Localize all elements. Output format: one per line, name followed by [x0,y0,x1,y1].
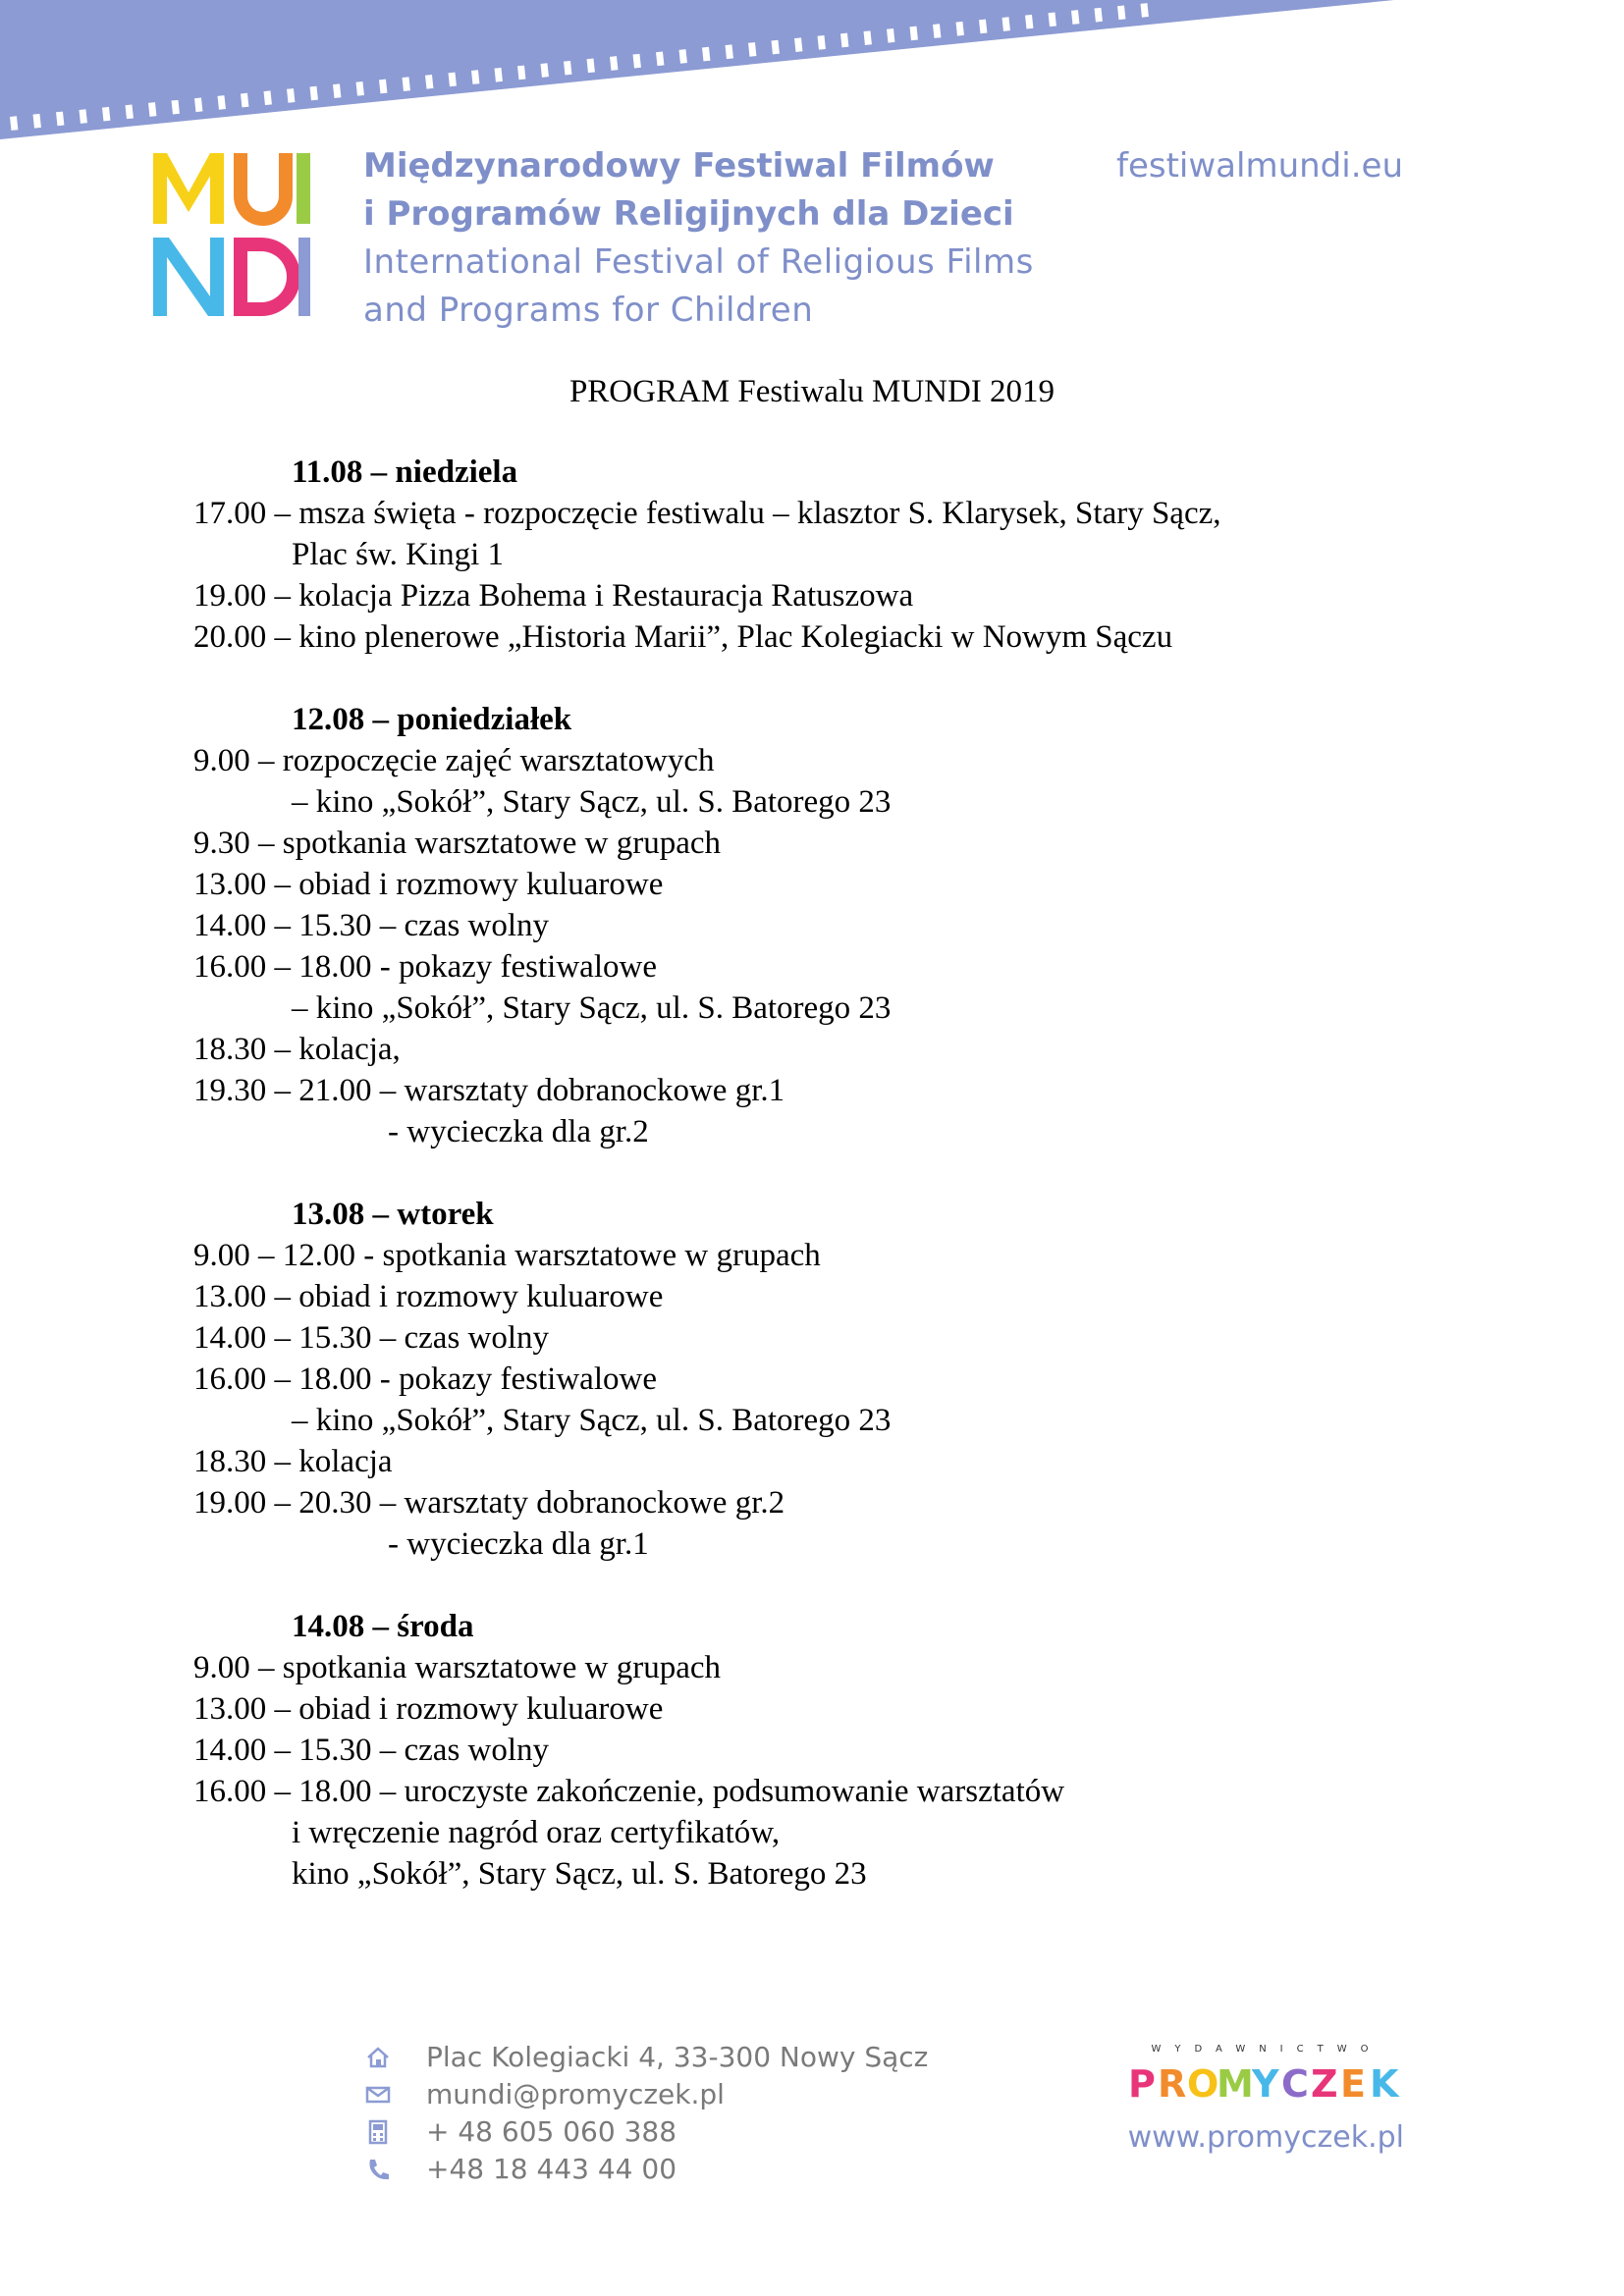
film-perforation [610,56,618,71]
schedule-line: 19.00 – kolacja Pizza Bohema i Restauracja Ratuszowa [193,578,914,614]
address-text: Plac Kolegiacki 4, 33-300 Nowy Sącz [426,2041,929,2073]
schedule-line: 16.00 – 18.00 - pokazy festiwalowe [193,949,657,985]
schedule-line: 20.00 – kino plenerowe „Historia Marii”, Plac Kolegiacki w Nowym Sączu [193,619,1173,655]
film-perforation [241,93,248,108]
logo-letter: Y [1252,2062,1279,2106]
schedule-line: 14.00 – 15.30 – czas wolny [193,1320,550,1356]
film-perforation [310,86,318,101]
festival-name-en-2: and Programs for Children [363,291,814,330]
schedule-line: – kino „Sokół”, Stary Sącz, ul. S. Batorego 23 [292,784,892,820]
schedule-line: 19.00 – 20.30 – warsztaty dobranockowe gr.2 [193,1485,785,1521]
film-perforation [471,70,479,84]
schedule-line: 18.30 – kolacja, [193,1032,401,1067]
day-title: 14.08 – środa [292,1609,474,1644]
schedule-line: – kino „Sokół”, Stary Sącz, ul. S. Batorego 23 [292,1403,892,1438]
schedule-line: 19.30 – 21.00 – warsztaty dobranockowe gr.1 [193,1073,785,1108]
film-perforation [1025,15,1033,29]
day-title: 12.08 – poniedziałek [292,702,572,737]
film-perforation [864,30,872,45]
film-perforation [172,100,180,115]
festival-name-pl-2: i Programów Religijnych dla Dzieci [363,194,1014,234]
film-perforation [933,24,941,38]
film-perforation [126,105,134,120]
film-perforation [218,95,226,110]
film-perforation [587,59,595,74]
film-perforation [333,83,341,98]
film-perforation [264,90,272,105]
phone-icon [363,2155,393,2184]
film-perforation [194,97,202,112]
schedule-line: 9.00 – spotkania warsztatowe w grupach [193,1650,722,1685]
festival-name [363,142,1034,335]
logo-letter: R [1158,2062,1187,2106]
schedule-line: 13.00 – obiad i rozmowy kuluarowe [193,867,664,902]
film-perforation [748,42,756,57]
schedule-line: 18.30 – kolacja [193,1444,393,1479]
contact-phone [363,2151,928,2188]
contact-email [363,2076,928,2113]
logo-letter: C [1281,2062,1309,2106]
film-perforation [1141,3,1149,18]
home-icon [363,2043,393,2072]
film-perforation [449,73,457,87]
schedule-line: – kino „Sokół”, Stary Sącz, ul. S. Batorego 23 [292,990,892,1026]
film-perforation [287,88,295,103]
day-title: 13.08 – wtorek [292,1197,494,1232]
film-perforation [979,20,987,34]
film-perforation [679,49,687,64]
film-perforation [102,107,110,122]
film-perforation [403,77,410,91]
film-perforation [10,116,18,131]
phone-number: +48 18 443 44 00 [426,2153,677,2185]
film-perforation [148,102,156,117]
schedule-line: 14.00 – 15.30 – czas wolny [193,1733,550,1768]
film-perforation [379,80,387,94]
logo-letter: K [1370,2062,1399,2106]
film-perforation [1095,8,1103,23]
logo-letter: M [1217,2062,1254,2106]
schedule-line: Plac św. Kingi 1 [292,537,505,572]
film-perforation [633,54,641,69]
schedule-line: 9.00 – 12.00 - spotkania warsztatowe w grupach [193,1238,821,1273]
email-link[interactable]: mundi@promyczek.pl [426,2078,725,2110]
film-perforation [1049,13,1056,27]
promyczek-logo [1124,2056,1409,2107]
schedule-line: 9.00 – rozpoczęcie zajęć warsztatowych [193,743,715,778]
film-perforation [794,37,802,52]
mobile-icon [363,2117,393,2147]
film-perforation [1071,10,1079,25]
day-block [193,1194,1421,1565]
website-link[interactable]: festiwalmundi.eu [1116,146,1403,186]
logo-letter: Z [1311,2062,1338,2106]
film-perforation [425,75,433,89]
day-block [193,1606,1421,1895]
day-block [193,452,1421,658]
film-perforation [33,114,41,129]
publisher-tagline: WYDAWNICTWO [1151,2044,1382,2055]
film-perforation [1117,5,1125,20]
day-block [193,699,1421,1152]
logo-letter: P [1128,2062,1156,2106]
film-perforation [517,66,525,80]
schedule-line: 14.00 – 15.30 – czas wolny [193,908,550,943]
schedule-line: 17.00 – msza święta - rozpoczęcie festiwalu – klasztor S. Klarysek, Stary Sącz, [193,496,1221,531]
film-perforation [702,47,710,62]
festival-name-en-1: International Festival of Religious Films [363,242,1034,282]
film-perforation [56,112,64,127]
schedule-line: 9.30 – spotkania warsztatowe w grupach [193,826,722,861]
contact-address [363,2039,928,2076]
schedule-line: 13.00 – obiad i rozmowy kuluarowe [193,1279,664,1314]
film-perforation [495,68,503,82]
mobile-number: + 48 605 060 388 [426,2115,677,2148]
film-perforation [356,81,364,96]
schedule-line: 16.00 – 18.00 – uroczyste zakończenie, podsumowanie warsztatów [193,1774,1065,1809]
festival-name-pl-1: Międzynarodowy Festiwal Filmów [363,146,995,186]
film-perforation [1002,17,1010,31]
film-perforation [656,51,664,66]
film-perforation [818,35,826,50]
contact-info [363,2039,928,2188]
film-perforation [726,44,733,59]
day-title: 11.08 – niedziela [292,454,518,490]
film-perforation [772,40,780,55]
film-perforation [956,22,964,36]
mundi-logo [149,147,326,324]
schedule-line: 13.00 – obiad i rozmowy kuluarowe [193,1691,664,1727]
schedule-line: i wręczenie nagród oraz certyfikatów, [292,1815,781,1850]
schedule-line: kino „Sokół”, Stary Sącz, ul. S. Batorego 23 [292,1856,867,1892]
film-perforation [910,27,918,41]
film-perforation [564,61,571,76]
film-perforation [840,33,848,48]
contact-mobile [363,2113,928,2151]
schedule-line: - wycieczka dla gr.2 [388,1114,649,1149]
page-title: PROGRAM Festiwalu MUNDI 2019 [568,374,1056,409]
schedule-line: - wycieczka dla gr.1 [388,1526,649,1562]
film-perforation [887,28,894,43]
film-perforation [541,63,549,78]
logo-letter: O [1187,2062,1219,2106]
schedule-line: 16.00 – 18.00 - pokazy festiwalowe [193,1362,657,1397]
publisher-website-link[interactable]: www.promyczek.pl [1127,2120,1404,2155]
program-schedule [193,452,1421,1936]
logo-letter: E [1340,2062,1366,2106]
envelope-icon [363,2080,393,2109]
film-perforation [80,109,87,124]
